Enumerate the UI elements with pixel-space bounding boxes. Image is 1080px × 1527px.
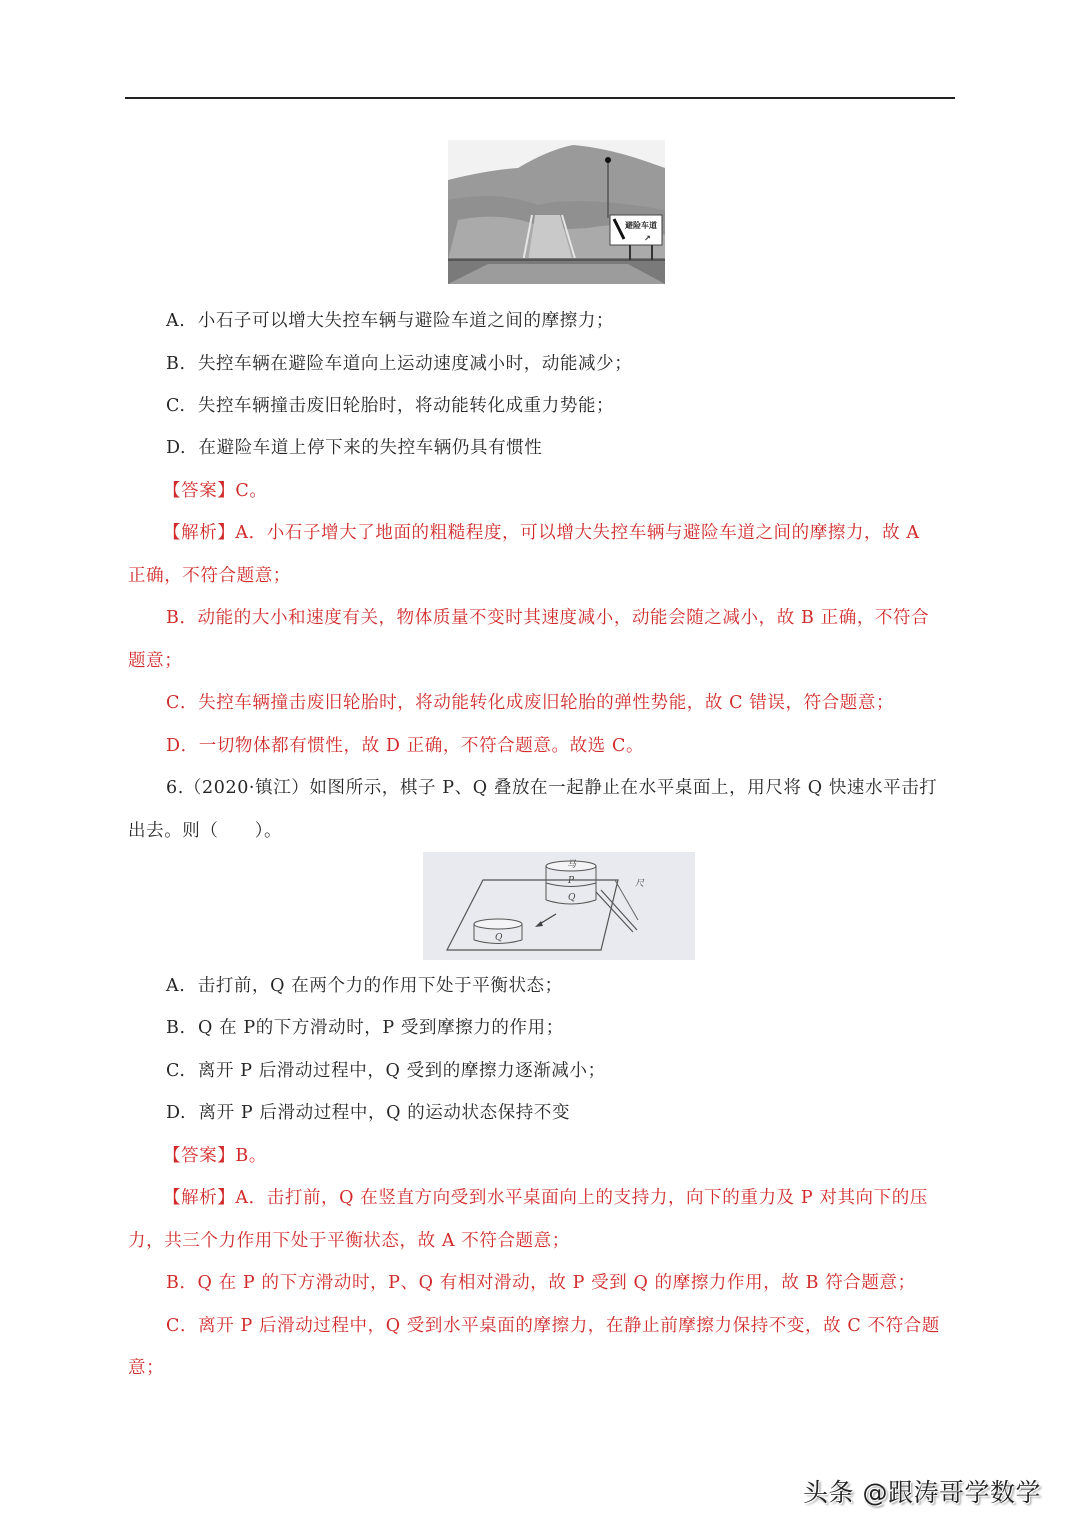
q6-option-c: [166, 1059, 606, 1083]
q5-option-d: [166, 436, 542, 460]
q5-analysis-line: C．失控车辆撞击废旧轮胎时，将动能转化成废旧轮胎的弹性势能，故 C 错误，符合题意；: [166, 693, 895, 713]
answer-value: C。: [235, 481, 268, 501]
option-letter: B.: [166, 354, 186, 374]
q6-option-b: [166, 1016, 564, 1040]
q5-analysis-line: 【解析】A．小石子增大了地面的粗糙程度，可以增大失控车辆与避险车道之间的摩擦力，故 A: [163, 523, 920, 543]
q6-analysis-line: 力，共三个力作用下处于平衡状态，故 A 不符合题意；: [128, 1231, 570, 1251]
option-text: 失控车辆撞击废旧轮胎时，将动能转化成重力势能；: [197, 396, 615, 416]
q5-analysis-line: D．一切物体都有惯性，故 D 正确，不符合题意。故选 C。: [166, 736, 645, 756]
chess-pieces-diagram: [423, 852, 695, 960]
q5-option-a: [166, 309, 614, 333]
q6-analysis-line: 意；: [128, 1358, 165, 1378]
q6-analysis-line: C．离开 P 后滑动过程中，Q 受到水平桌面的摩擦力，在静止前摩擦力保持不变，故 C 不符合题: [166, 1316, 940, 1336]
escape-ramp-photo: [448, 140, 665, 284]
sign-text: 避险车道: [625, 221, 657, 230]
label-p: P: [568, 876, 575, 886]
q5-answer: [163, 479, 268, 503]
option-text: 小石子可以增大失控车辆与避险车道之间的摩擦力；: [197, 311, 615, 331]
option-letter: D.: [166, 438, 187, 458]
option-text: 击打前，Q 在两个力的作用下处于平衡状态；: [197, 976, 563, 996]
q6-answer: [163, 1144, 267, 1168]
answer-label: 【答案】: [163, 481, 236, 501]
label-q-moved: Q: [495, 933, 503, 943]
option-letter: A.: [166, 976, 186, 996]
option-letter: C.: [166, 396, 186, 416]
q5-analysis-line: 正确，不符合题意；: [128, 566, 291, 586]
option-text: Q 在 P的下方滑动时，P 受到摩擦力的作用；: [197, 1018, 564, 1038]
q6-option-d: [166, 1101, 570, 1125]
escape-ramp-illustration: [448, 140, 665, 284]
q5-option-b: [166, 352, 632, 376]
q6-stem: 6.（2020·镇江）如图所示，棋子 P、Q 叠放在一起静止在水平桌面上，用尺将 Q 快速水平击打: [166, 778, 938, 798]
analysis-label: 【解析】: [163, 1188, 236, 1208]
label-top: 马: [567, 860, 577, 870]
q5-analysis-line: B．动能的大小和速度有关，物体质量不变时其速度减小，动能会随之减小，故 B 正确，不符合: [166, 608, 930, 628]
option-letter: D.: [166, 1103, 187, 1123]
option-letter: C.: [166, 1061, 186, 1081]
answer-label: 【答案】: [163, 1146, 236, 1166]
option-text: 离开 P 后滑动过程中，Q 受到的摩擦力逐渐减小；: [197, 1061, 606, 1081]
sign-arrow: ↗: [644, 234, 651, 243]
watermark: 头条 @跟涛哥学数学: [803, 1478, 1041, 1507]
option-text: 离开 P 后滑动过程中，Q 的运动状态保持不变: [198, 1103, 571, 1123]
q6-stem-cont: 出去。则（ ）。: [128, 821, 283, 841]
analysis-label: 【解析】: [163, 523, 236, 543]
option-letter: B.: [166, 1018, 186, 1038]
q6-option-a: [166, 974, 563, 998]
option-text: 失控车辆在避险车道向上运动速度减小时，动能减少；: [197, 354, 633, 374]
header-rule: [125, 97, 955, 99]
option-letter: A.: [166, 311, 186, 331]
chess-diagram-illustration: [423, 852, 695, 960]
q5-option-c: [166, 394, 614, 418]
q6-analysis-line: B．Q 在 P 的下方滑动时，P、Q 有相对滑动，故 P 受到 Q 的摩擦力作用，故 B 符合题意；: [166, 1273, 916, 1293]
q6-analysis-line: 【解析】A．击打前，Q 在竖直方向受到水平桌面向上的支持力，向下的重力及 P 对其向下的压: [163, 1188, 928, 1208]
label-ruler: 尺: [635, 879, 645, 889]
q5-analysis-line: 题意；: [128, 651, 183, 671]
label-q: Q: [568, 893, 576, 903]
answer-value: B。: [235, 1146, 267, 1166]
option-text: 在避险车道上停下来的失控车辆仍具有惯性: [198, 438, 543, 458]
